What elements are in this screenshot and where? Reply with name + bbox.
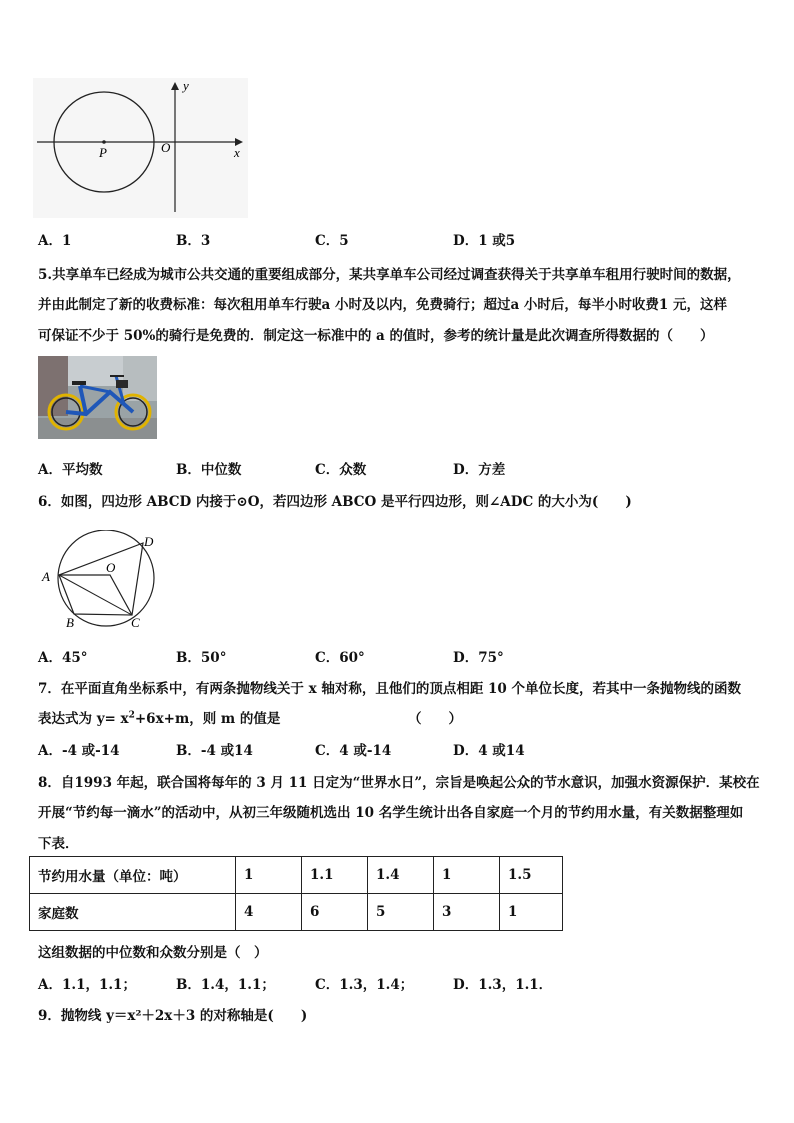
- q7-option-c[interactable]: C．4 或-14: [315, 743, 392, 759]
- q4-option-b[interactable]: B．3: [176, 233, 211, 249]
- q5-line-1: 5.共享单车已经成为城市公共交通的重要组成部分，某共享单车公司经过调查获得关于共享单车租用行驶时间的数据，: [38, 267, 741, 283]
- table-cell: 1: [434, 857, 500, 894]
- table-cell: 1.1: [302, 857, 368, 894]
- vertex-a-label: A: [42, 569, 50, 584]
- q8-line-1: 8．自1993 年起，联合国将每年的 3 月 11 日定为“世界水日”，宗旨是唤起公众的节水意识，加强水资源保护．某校在: [38, 775, 760, 791]
- y-axis-label: y: [183, 78, 189, 93]
- q7-option-d[interactable]: D．4 或14: [453, 743, 525, 759]
- center-o-label: O: [106, 560, 116, 575]
- q6-figure: [38, 530, 168, 630]
- q7-option-b[interactable]: B．-4 或14: [176, 743, 253, 759]
- q7-answer-paren: （ ）: [408, 711, 462, 727]
- q5-line-3: 可保证不少于 50%的骑行是免费的．制定这一标准中的 a 的值时，参考的统计量是此次调查所得数据的（ ）: [38, 328, 714, 344]
- table-cell: 5: [368, 894, 434, 931]
- vertex-d-label: D: [144, 534, 154, 549]
- quadrilateral-abcd: [59, 543, 143, 615]
- q6-option-c[interactable]: C．60°: [315, 650, 365, 666]
- point-p-label: P: [99, 145, 107, 160]
- q7-line-2: [38, 707, 280, 727]
- q5-option-d[interactable]: D．方差: [453, 462, 506, 478]
- q7-option-a[interactable]: A．-4 或-14: [38, 743, 120, 759]
- table-cell: 1.4: [368, 857, 434, 894]
- q8-line-2: 开展“节约每一滴水”的活动中，从初三年级随机选出 10 名学生统计出各自家庭一个月的节约用水量，有关数据整理如: [38, 805, 744, 821]
- table-cell: 3: [434, 894, 500, 931]
- q8-option-a[interactable]: A．1.1，1.1；: [38, 977, 136, 993]
- q7-line-1: 7．在平面直角坐标系中，有两条抛物线关于 x 轴对称，且他们的顶点相距 10 个单位长度，若其中一条抛物线的函数: [38, 681, 742, 697]
- table-cell: 1: [236, 857, 302, 894]
- q8-option-b[interactable]: B．1.4，1.1；: [176, 977, 275, 993]
- q7-exponent: 2: [128, 710, 135, 721]
- q4-figure: [33, 78, 248, 218]
- q9-line-1: 9．抛物线 y＝x²＋2x＋3 的对称轴是( ): [38, 1008, 308, 1024]
- q4-figure-background: [33, 78, 248, 218]
- x-axis-label: x: [234, 145, 240, 160]
- q5-option-b[interactable]: B．中位数: [176, 462, 242, 478]
- table-cell: 1: [500, 894, 563, 931]
- table-cell: 4: [236, 894, 302, 931]
- q7-line-2-end: +6x+m，则 m 的值是: [134, 711, 281, 727]
- q7-line-2-start: 表达式为 y= x: [38, 711, 129, 727]
- q6-line-1: 6．如图，四边形 ABCD 内接于⊙O，若四边形 ABCO 是平行四边形，则∠ADC 的大小为( ): [38, 494, 632, 510]
- q8-option-d[interactable]: D．1.3，1.1．: [453, 977, 553, 993]
- q5-line-2: 并由此制定了新的收费标准：每次租用单车行驶a 小时及以内，免费骑行；超过a 小时后，每半小时收费1 元，这样: [38, 297, 727, 313]
- q4-option-a[interactable]: A．1: [38, 233, 72, 249]
- q8-question: 这组数据的中位数和众数分别是（ ）: [38, 945, 268, 961]
- q8-line-3: 下表．: [38, 836, 79, 852]
- bicycle-photo: [38, 356, 157, 439]
- table-cell: 6: [302, 894, 368, 931]
- q4-option-c[interactable]: C．5: [315, 233, 349, 249]
- q5-option-a[interactable]: A．平均数: [38, 462, 103, 478]
- table-cell: 1.5: [500, 857, 563, 894]
- origin-label: O: [161, 140, 171, 155]
- table-cell: 家庭数: [30, 894, 236, 931]
- q6-option-d[interactable]: D．75°: [453, 650, 504, 666]
- point-p: [102, 140, 106, 144]
- q6-option-b[interactable]: B．50°: [176, 650, 227, 666]
- q4-option-d[interactable]: D．1 或5: [453, 233, 516, 249]
- q6-option-a[interactable]: A．45°: [38, 650, 88, 666]
- vertex-c-label: C: [131, 615, 140, 630]
- water-saving-table: [29, 856, 563, 931]
- q8-option-c[interactable]: C．1.3，1.4；: [315, 977, 414, 993]
- table-row: [30, 857, 563, 894]
- table-cell: 节约用水量（单位：吨）: [30, 857, 236, 894]
- q5-option-c[interactable]: C．众数: [315, 462, 367, 478]
- vertex-b-label: B: [66, 615, 74, 630]
- table-row: [30, 894, 563, 931]
